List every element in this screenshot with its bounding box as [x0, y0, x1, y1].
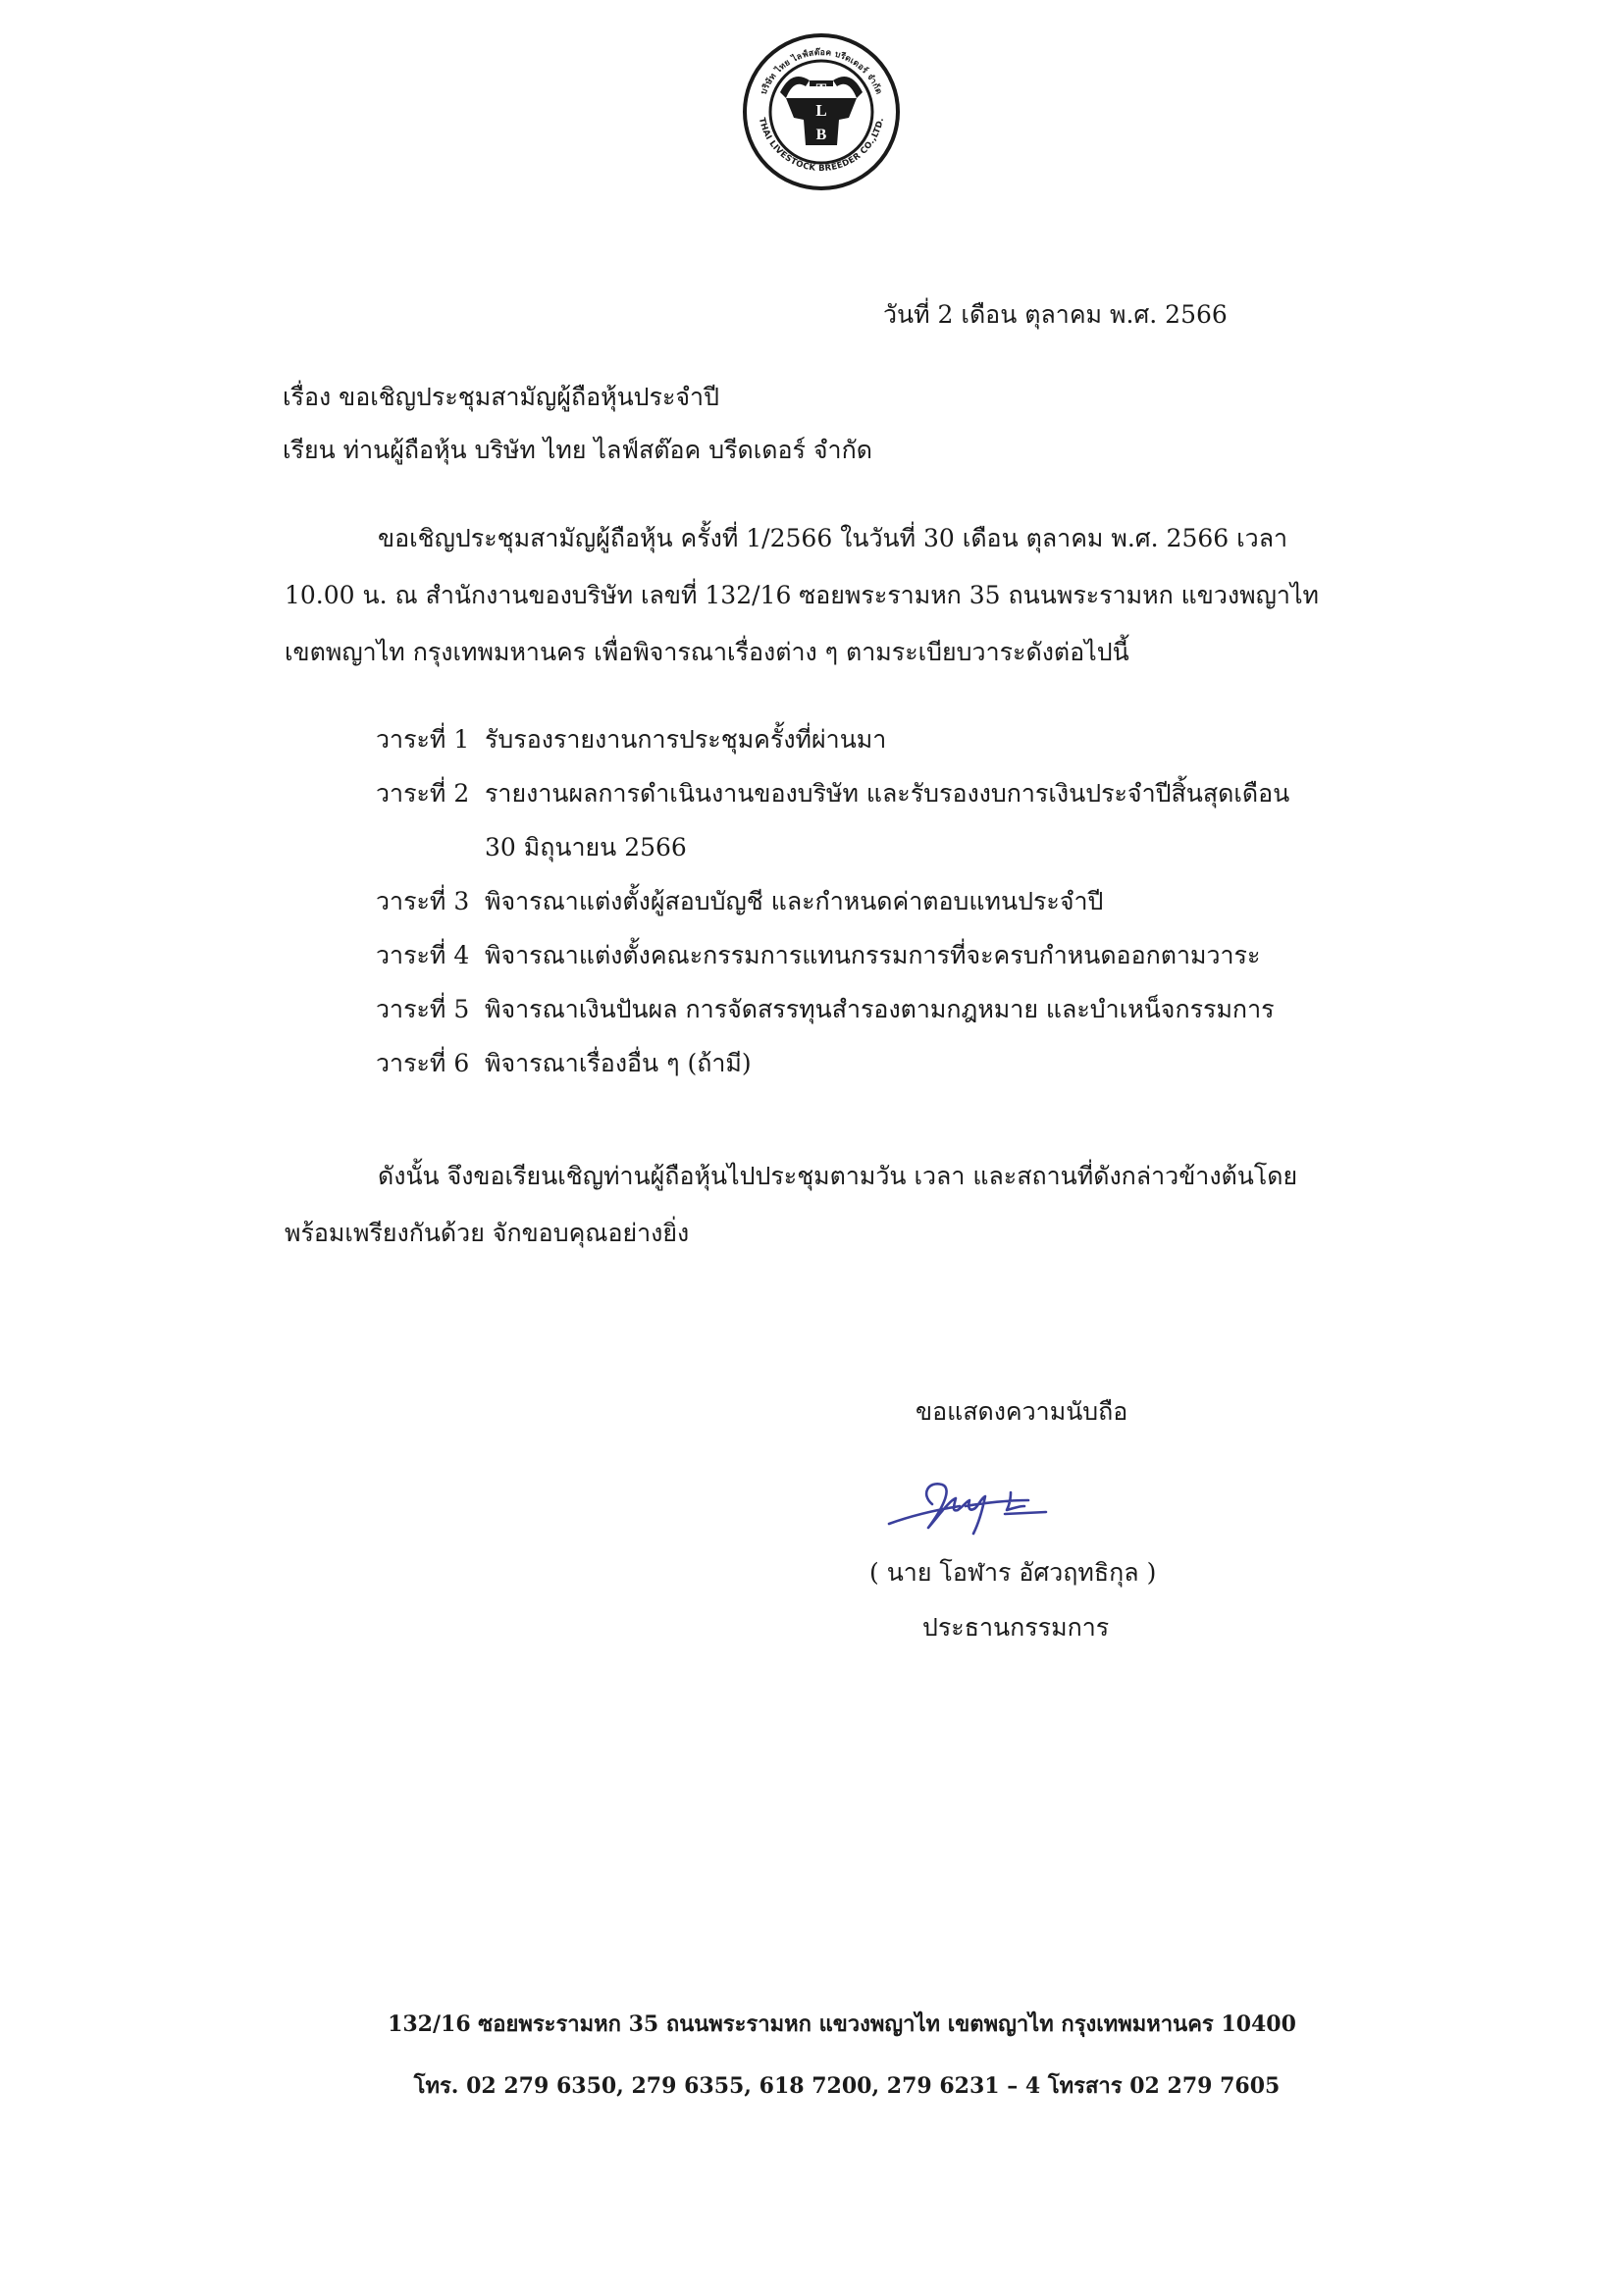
agenda-label: วาระที่ 6	[376, 1049, 470, 1077]
agenda-label: วาระที่ 2	[376, 779, 470, 808]
agenda-list	[376, 712, 1289, 1090]
agenda-item	[376, 874, 1289, 928]
intro-line: 10.00 น. ณ สำนักงานของบริษัท เลขที่ 132/16 ซอยพระรามหก 35 ถนนพระรามหก แขวงพญาไท	[285, 581, 1320, 609]
intro-line: เขตพญาไท กรุงเทพมหานคร เพื่อพิจารณาเรื่องต่าง ๆ ตามระเบียบวาระดังต่อไปนี้	[285, 638, 1129, 666]
closing-paragraph	[285, 1148, 1356, 1262]
agenda-item	[376, 712, 1289, 766]
agenda-text-continuation: 30 มิถุนายน 2566	[485, 833, 687, 861]
letter-date: วันที่ 2 เดือน ตุลาคม พ.ศ. 2566	[883, 300, 1228, 329]
agenda-text: รับรองรายงานการประชุมครั้งที่ผ่านมา	[485, 725, 887, 754]
intro-paragraph	[285, 510, 1356, 681]
agenda-text: พิจารณาเรื่องอื่น ๆ (ถ้ามี)	[485, 1049, 752, 1077]
footer-address: 132/16 ซอยพระรามหก 35 ถนนพระรามหก แขวงพญาไท เขตพญาไท กรุงเทพมหานคร 10400	[388, 2011, 1296, 2037]
footer-phones: โทร. 02 279 6350, 279 6355, 618 7200, 279 6231 – 4 โทรสาร 02 279 7605	[413, 2073, 1281, 2099]
handwritten-signature	[881, 1467, 1077, 1545]
letter-subject: เรื่อง ขอเชิญประชุมสามัญผู้ถือหุ้นประจำปี	[283, 383, 719, 411]
logo-monogram-b: B	[815, 127, 827, 143]
agenda-item	[376, 1036, 1289, 1090]
logo-monogram-l: L	[815, 101, 827, 120]
logo-ring-top-text: บริษัท ไทย ไลฟ์สต๊อค บรีดเดอร์ จำกัด	[759, 47, 884, 96]
agenda-text: พิจารณาแต่งตั้งคณะกรรมการแทนกรรมการที่จะครบกำหนดออกตามวาระ	[485, 941, 1261, 969]
logo-monogram-t: T	[815, 81, 827, 98]
closing-line: ดังนั้น จึงขอเรียนเชิญท่านผู้ถือหุ้นไปประชุมตามวัน เวลา และสถานที่ดังกล่าวข้างต้นโดย	[378, 1162, 1298, 1190]
sign-off: ขอแสดงความนับถือ	[916, 1397, 1128, 1426]
agenda-label: วาระที่ 1	[376, 725, 470, 754]
agenda-label: วาระที่ 3	[376, 887, 470, 915]
agenda-item	[376, 766, 1289, 820]
intro-line: ขอเชิญประชุมสามัญผู้ถือหุ้น ครั้งที่ 1/2566 ในวันที่ 30 เดือน ตุลาคม พ.ศ. 2566 เวลา	[378, 524, 1288, 552]
closing-line: พร้อมเพรียงกันด้วย จักขอบคุณอย่างยิ่ง	[285, 1219, 690, 1247]
agenda-item	[376, 928, 1289, 982]
agenda-text: รายงานผลการดำเนินงานของบริษัท และรับรองงบการเงินประจำปีสิ้นสุดเดือน	[485, 779, 1290, 808]
signer-name: ( นาย โอฬาร อัศวฤทธิกุล )	[869, 1558, 1157, 1587]
agenda-item	[376, 982, 1289, 1036]
company-seal-logo	[741, 29, 903, 191]
signer-title: ประธานกรรมการ	[922, 1613, 1110, 1642]
letter-recipient: เรียน ท่านผู้ถือหุ้น บริษัท ไทย ไลฟ์สต๊อค บรีดเดอร์ จำกัด	[283, 436, 872, 464]
agenda-label: วาระที่ 4	[376, 941, 470, 969]
logo-ring-bottom-text: THAI LIVESTOCK BREEDER CO.,LTD.	[756, 117, 887, 175]
agenda-label: วาระที่ 5	[376, 995, 470, 1023]
agenda-text: พิจารณาแต่งตั้งผู้สอบบัญชี และกำหนดค่าตอบแทนประจำปี	[485, 887, 1104, 915]
agenda-text: พิจารณาเงินปันผล การจัดสรรทุนสำรองตามกฎหมาย และบำเหน็จกรรมการ	[485, 995, 1275, 1023]
